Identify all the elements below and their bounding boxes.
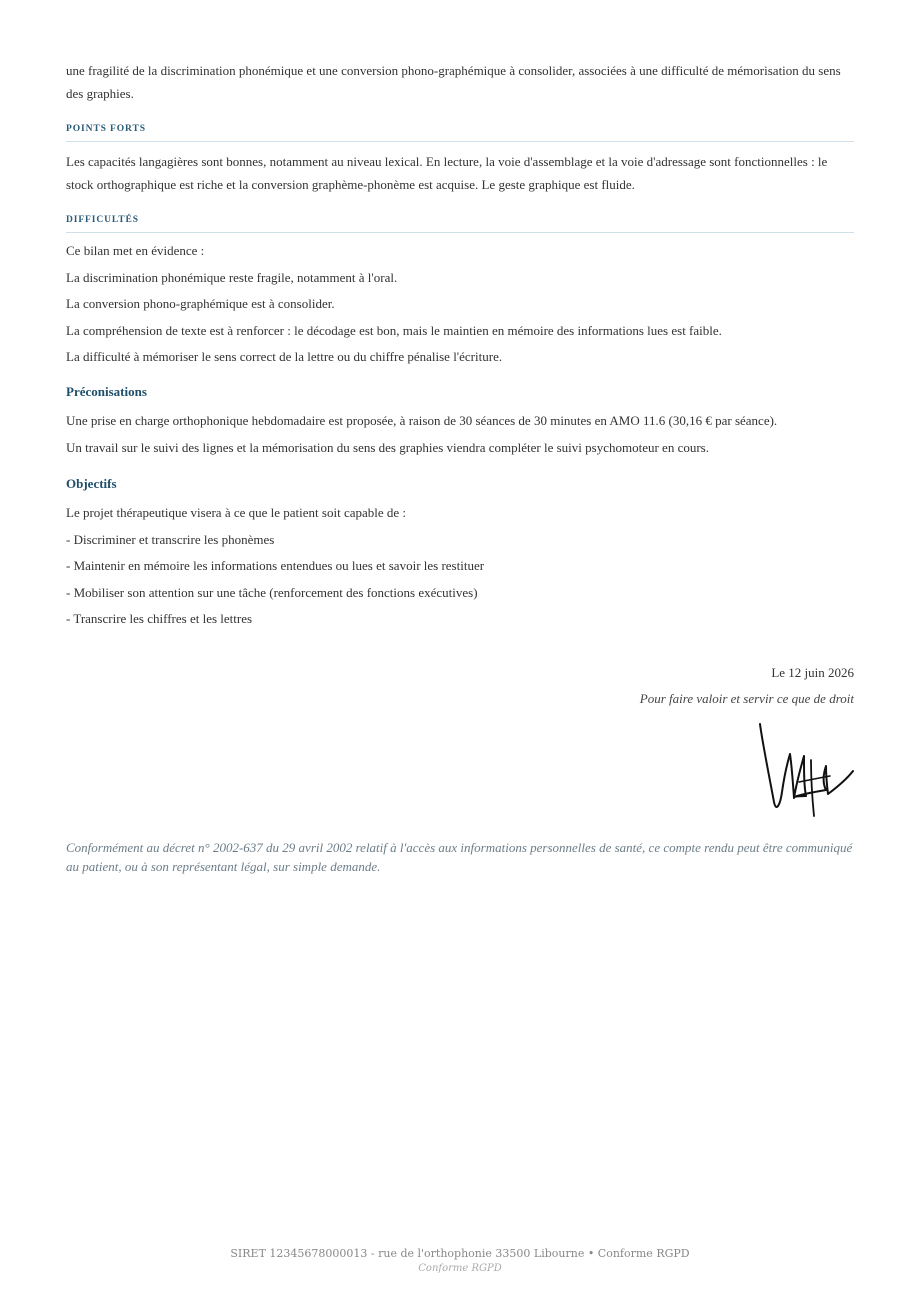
handwritten-signature <box>754 720 856 820</box>
preconisation-line: Un travail sur le suivi des lignes et la mémorisation du sens des graphies viendra compléter le suivi psychomoteur en cours. <box>66 439 709 455</box>
signature-date: Le 12 juin 2026 <box>771 665 854 680</box>
difficulty-line: Ce bilan met en évidence : <box>66 243 205 258</box>
difficultes-list <box>66 243 854 365</box>
heading-objectifs: Objectifs <box>66 475 117 491</box>
difficulty-line: La difficulté à mémoriser le sens correct de la lettre ou du chiffre pénalise l'écriture. <box>66 349 503 365</box>
section-label-difficultes: DIFFICULTÉS <box>66 215 854 233</box>
points-forts-paragraph: Les capacités langagières sont bonnes, notamment au niveau lexical. En lecture, la voie d'assemblage et la voie d'adressage sont fonctionnelles : le stock orthographique est riche et la conversion graphème-phonème est acquise. Le geste graphique est fluide. <box>66 154 828 192</box>
objectif-line: - Mobiliser son attention sur une tâche (renforcement des fonctions exécutives) <box>66 584 478 600</box>
signature-formula: Pour faire valoir et servir ce que de droit <box>639 691 854 706</box>
difficulty-line: La compréhension de texte est à renforcer : le décodage est bon, mais le maintien en mémoire des informations lues est faible. <box>66 322 722 338</box>
difficulty-line: La discrimination phonémique reste fragile, notamment à l'oral. <box>66 269 398 285</box>
section-label-points-forts: POINTS FORTS <box>66 124 854 142</box>
preconisation-line: Une prise en charge orthophonique hebdomadaire est proposée, à raison de 30 séances de 30 minutes en AMO 11.6 (30,16 € par séance). <box>66 413 778 429</box>
objectifs-body <box>66 505 854 627</box>
intro-paragraph: une fragilité de la discrimination phonémique et une conversion phono-graphémique à consolider, associées à une difficulté de mémorisation du sens des graphies. <box>66 63 841 101</box>
objectif-line: - Maintenir en mémoire les informations entendues ou lues et savoir les restituer <box>66 558 485 574</box>
legal-notice: Conformément au décret n° 2002-637 du 29 avril 2002 relatif à l'accès aux informations personnelles de santé, ce compte rendu peut être communiqué au patient, ou à son représentant légal, sur simple demande. <box>66 840 853 874</box>
signature-block <box>640 664 854 708</box>
report-body <box>66 60 854 638</box>
heading-preconisations: Préconisations <box>66 384 147 400</box>
objectif-line: - Transcrire les chiffres et les lettres <box>66 611 253 627</box>
objectif-line: - Discriminer et transcrire les phonèmes <box>66 531 275 547</box>
objectif-line: Le projet thérapeutique visera à ce que le patient soit capable de : <box>66 504 407 520</box>
page-footer <box>0 1246 920 1276</box>
footer-company-info: SIRET 12345678000013 - rue de l'orthophonie 33500 Libourne • Conforme RGPD <box>230 1247 690 1260</box>
preconisations-body <box>66 413 854 456</box>
difficulty-line: La conversion phono-graphémique est à consolider. <box>66 296 335 312</box>
footer-rgpd-note: Conforme RGPD <box>418 1263 502 1274</box>
